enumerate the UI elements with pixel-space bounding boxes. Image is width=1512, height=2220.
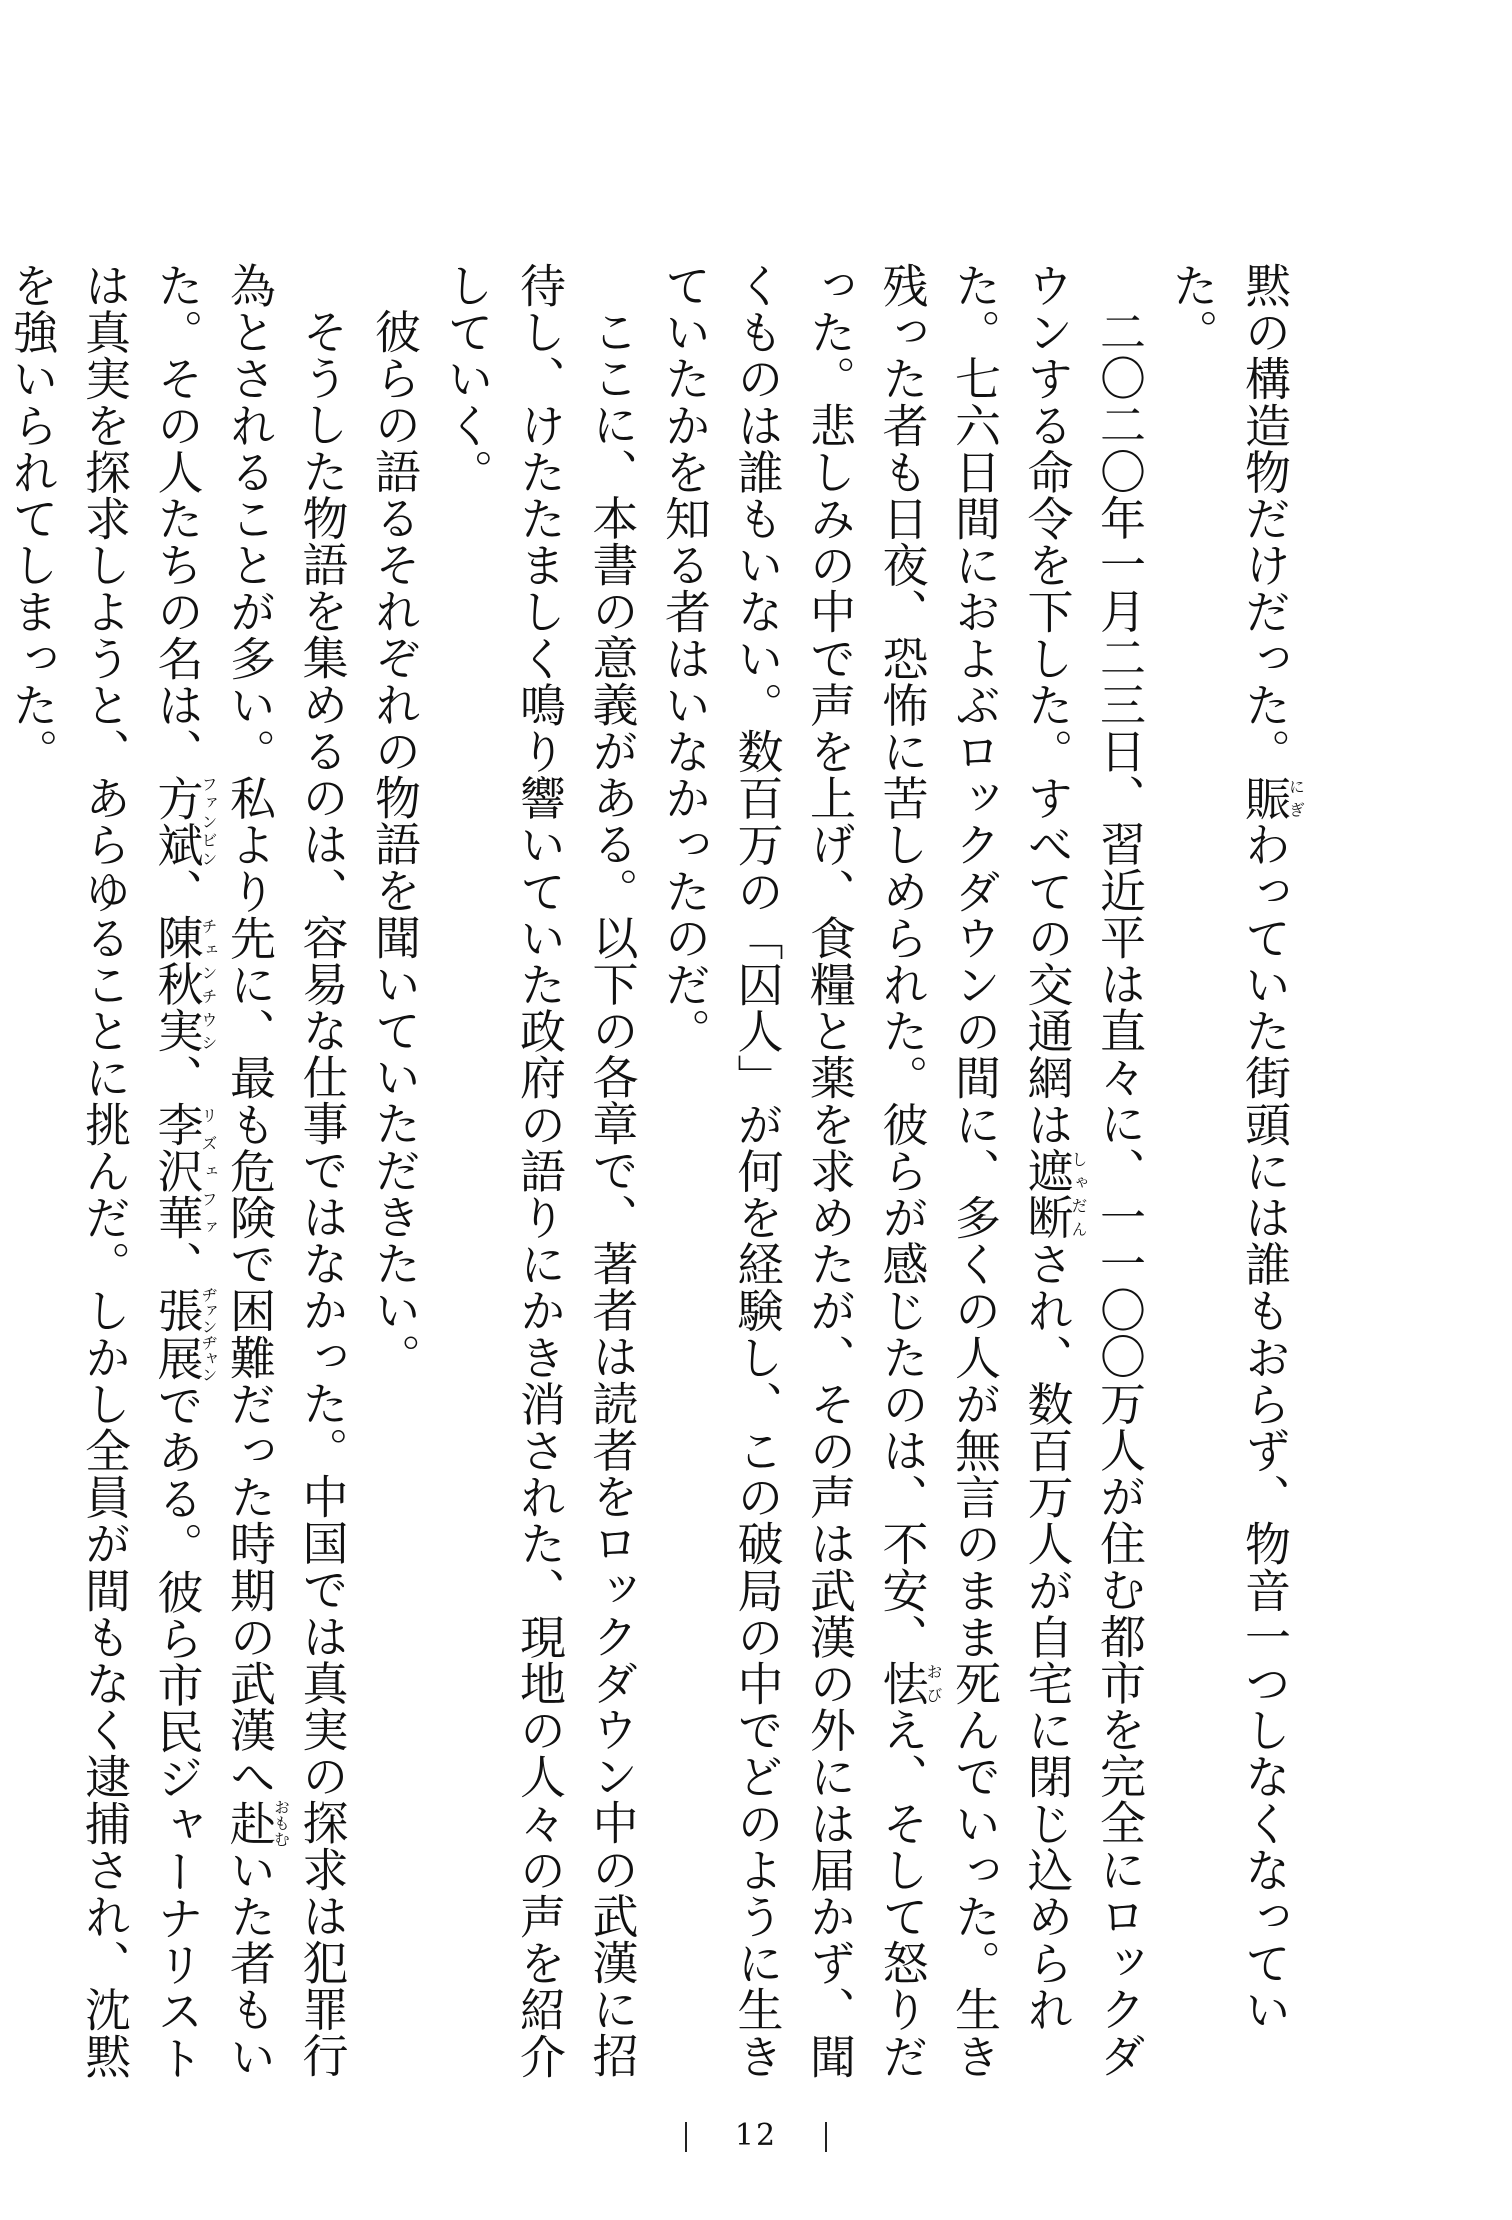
text-run: そうした物語を集めるのは、容易な仕事ではなかった。中国では真実の探求は犯罪行為とされることが多い。私より先に、最も危険で困難だった時期の武漢へ — [223, 262, 350, 2079]
ruby-annotation — [223, 1799, 291, 1848]
text-run: いた者もいた。その人たちの名は、 — [150, 262, 277, 2080]
paragraph — [431, 262, 649, 2082]
text-run: 黙の構造物だけだった。 — [1238, 262, 1292, 775]
text-run: 二〇二〇年一月二三日、習近平は直々に、一一〇〇万人が住む都市を完全にロックダウンする命令を下した。すべての交通網は — [1020, 262, 1147, 2079]
page-number: 12 — [734, 2118, 778, 2153]
ruby-base: 赴 — [223, 1799, 277, 1848]
ruby-reading: おび — [924, 1660, 943, 1707]
text-run: ここに、本書の意義がある。以下の各章で、著者は読者をロックダウン中の武漢に招待し、けたたましく鳴り響いていた政府の語りにかき消された、現地の人々の声を紹介していく。 — [440, 262, 640, 2080]
ruby-annotation — [875, 1660, 943, 1707]
paragraph — [649, 262, 1157, 2082]
text-run: わっていた街頭には誰もおらず、物音一つしなくなっていた。 — [1165, 262, 1292, 2033]
ruby-base: 李沢華 — [150, 1100, 205, 1241]
folio-right-rule — [825, 2122, 827, 2152]
paragraph — [1156, 262, 1304, 2082]
paragraph — [359, 262, 432, 2082]
text-run: され、数百万人が自宅に閉じ込められた。七六日間におよぶロックダウンの間に、多くの人が無言のまま死んでいった。生き残った者も日夜、恐怖に苦しめられた。彼らが感じたのは、不安、 — [875, 262, 1075, 2080]
ruby-reading: チェンチウシ — [199, 914, 218, 1055]
ruby-base: 張展 — [150, 1286, 205, 1383]
ruby-base: 方斌 — [150, 774, 205, 868]
ruby-annotation — [150, 1100, 218, 1241]
ruby-reading: にぎ — [1286, 774, 1306, 822]
ruby-reading: しゃだん — [1069, 1147, 1088, 1241]
text-run: 、 — [150, 867, 205, 915]
ruby-base: 怯 — [875, 1660, 930, 1707]
text-run: 、 — [150, 1240, 205, 1288]
text-run: 彼らの語るそれぞれの物語を聞いていただきたい。 — [368, 308, 422, 1380]
ruby-reading: おもむ — [271, 1799, 291, 1848]
ruby-reading: ヂァンヂャン — [199, 1286, 218, 1383]
ruby-annotation — [150, 774, 218, 868]
text-run: え、そして怒りだった。悲しみの中で声を上げ、食糧と薬を求めたが、その声は武漢の外には届かず、聞くものは誰もいない。数百万の「囚人」が何を経験し、この破局の中でどのように生きていたかを知る者はいなかったのだ。 — [658, 262, 930, 2080]
ruby-annotation — [1238, 774, 1306, 822]
ruby-base: 陳秋実 — [150, 914, 205, 1055]
text-run: である。彼ら市民ジャーナリストは真実を探求しようと、あらゆることに挑んだ。しかし全員が間もなく逮捕され、沈黙を強いられてしまった。 — [5, 262, 205, 2081]
ruby-reading: ファンビン — [199, 774, 218, 868]
text-run: 、 — [150, 1054, 205, 1101]
ruby-reading: リズェファ — [199, 1100, 218, 1241]
paragraph — [0, 262, 359, 2082]
ruby-base: 遮断 — [1020, 1147, 1075, 1241]
ruby-annotation — [1020, 1147, 1088, 1241]
page-footer — [0, 2118, 1512, 2153]
folio-left-rule — [685, 2122, 687, 2152]
vertical-text-body — [5, 262, 1306, 2082]
ruby-base: 賑 — [1238, 774, 1292, 822]
ruby-annotation — [150, 914, 218, 1055]
ruby-annotation — [150, 1286, 218, 1383]
